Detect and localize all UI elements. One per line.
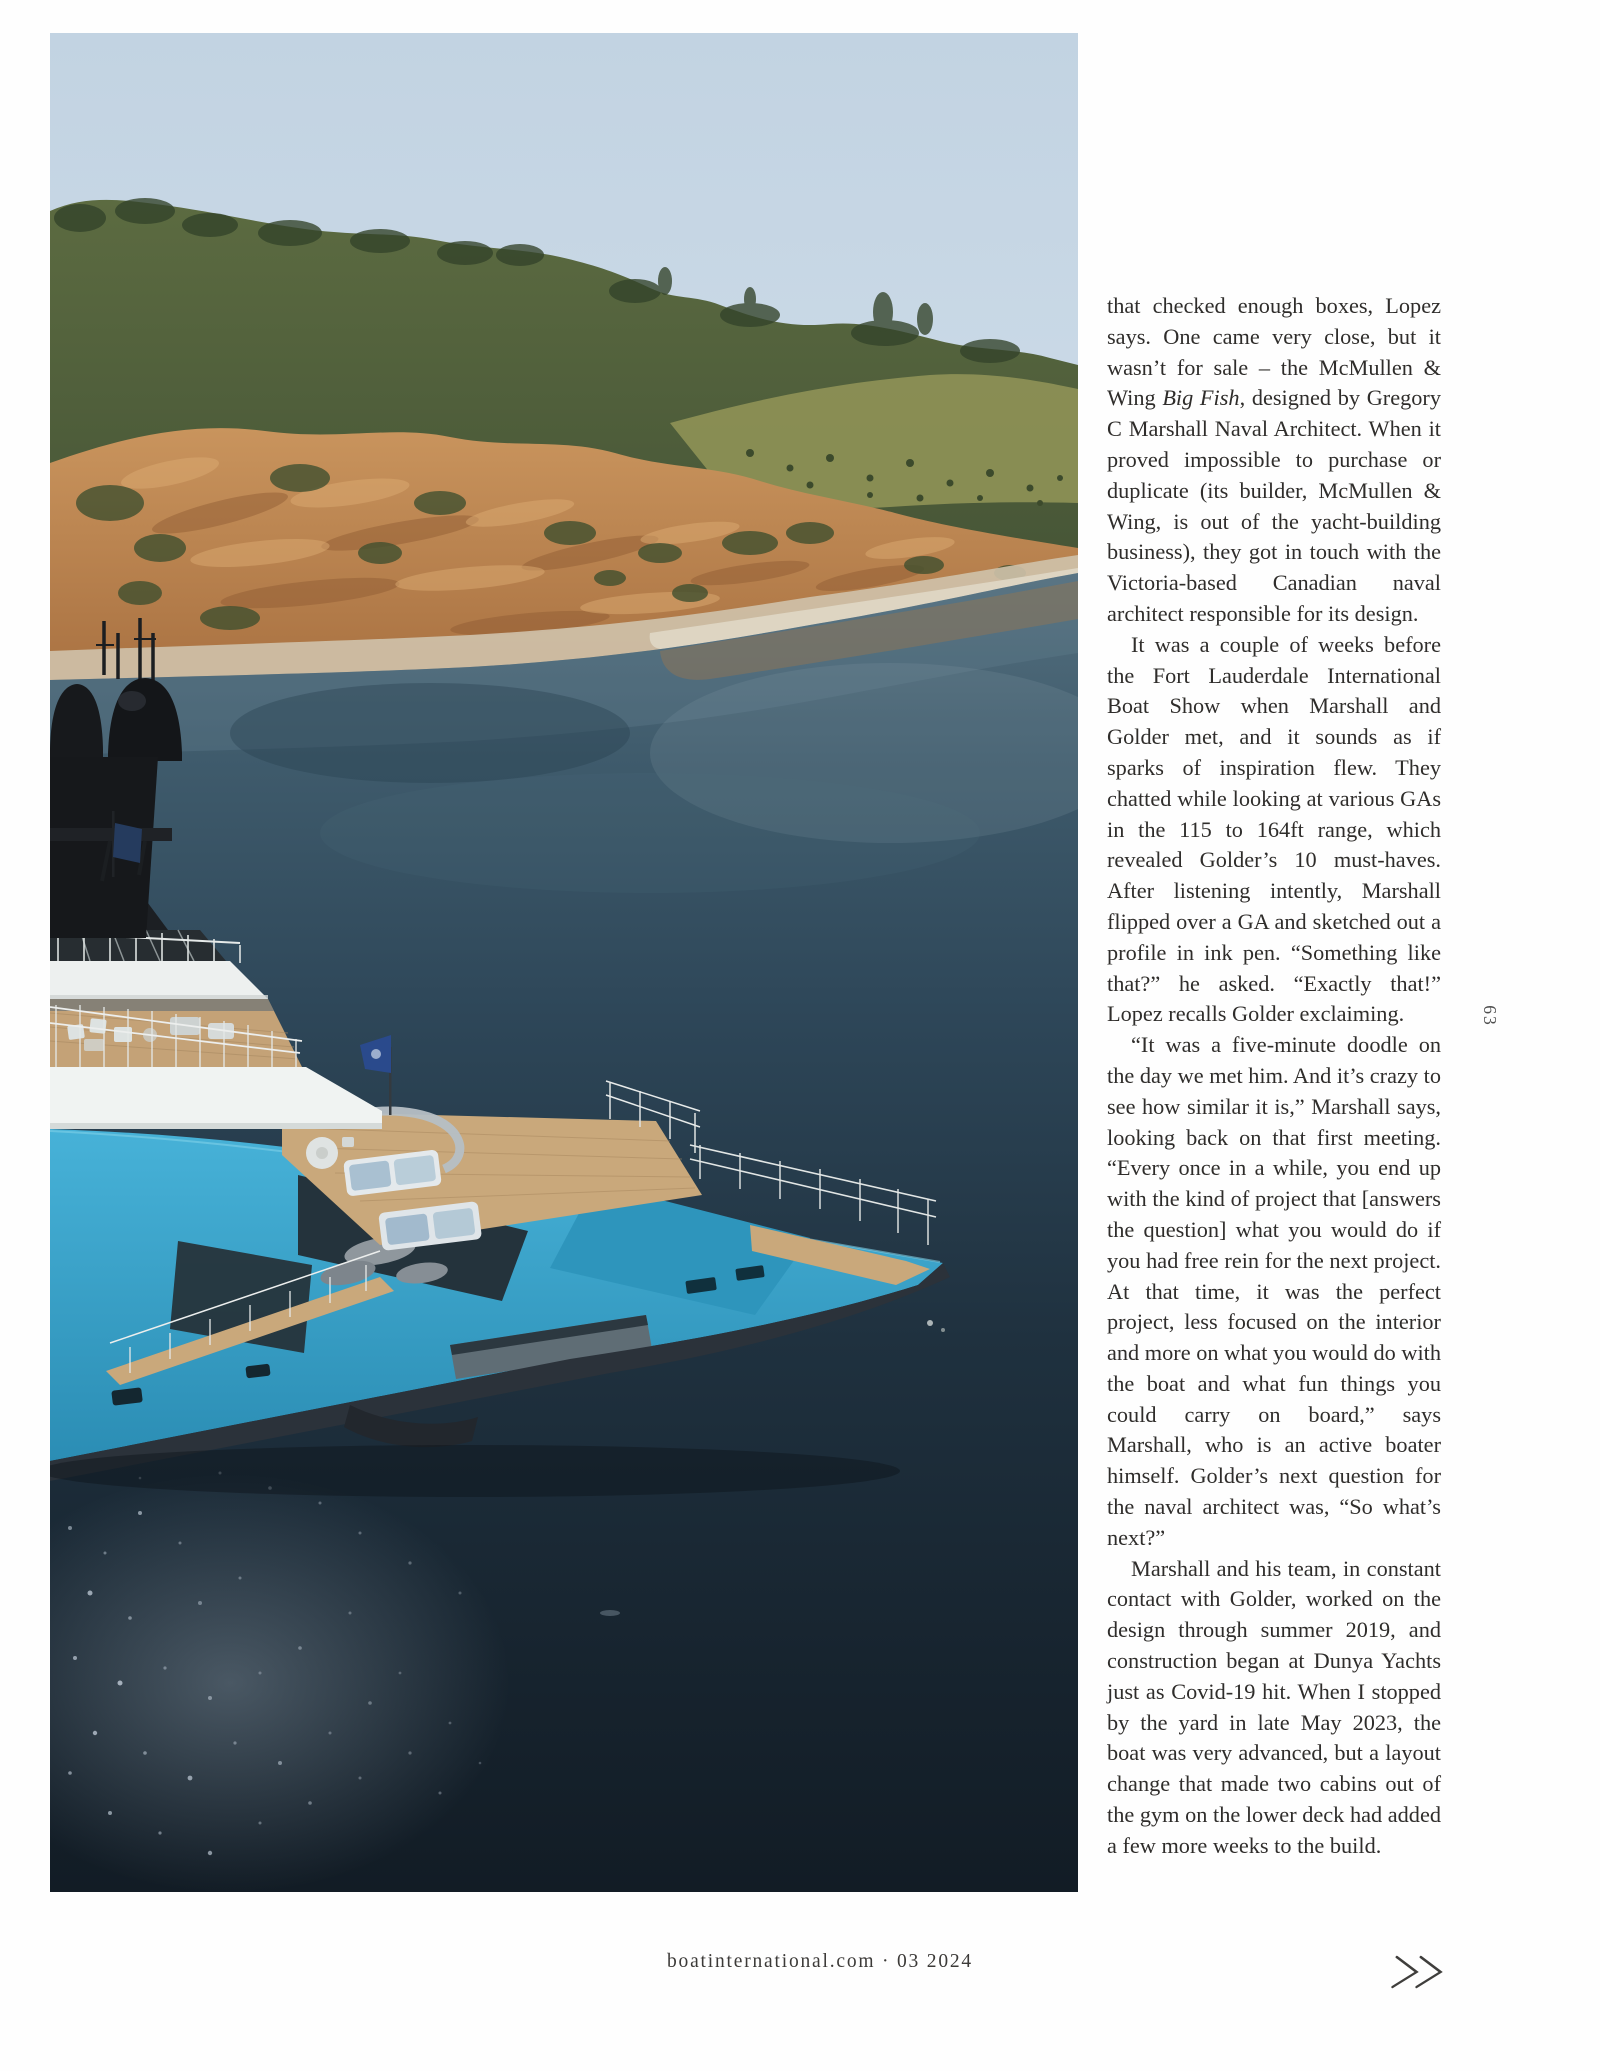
article-paragraph: It was a couple of weeks before the Fort Lauderdale International Boat Show when Marshall and Golder met, and it sounds as if sparks of inspiration flew. They chatted while looking at various GAs in the 115 to 164ft range, which revealed Golder’s 10 must-haves. After listening intently, Marshall flipped over a GA and sketched out a profile in ink pen. “Something like that?” he asked. “Exactly that!” Lopez recalls Golder exclaiming. [1107, 631, 1441, 1027]
article-paragraph: Marshall and his team, in constant contact with Golder, worked on the design through summer 2019, and construction began at Dunya Yachts just as Covid-19 hit. When I stopped by the yard in late May 2023, the boat was very advanced, but a layout change that made two cabins out of the gym on the lower deck had added a few more weeks to the build. [1107, 1555, 1441, 1858]
page-number: 63 [1480, 1005, 1501, 1027]
yacht-photo-illustration [50, 33, 1078, 1892]
article-paragraph: that checked enough boxes, Lopez says. One came very close, but it wasn’t for sale – the McMullen & Wing Big Fish, designed by Gregory C Marshall Naval Architect. When it proved impossible to purchase or duplicate (its builder, McMullen & Wing, is out of the yacht-building business), they got in touch with the Victoria-based Canadian naval architect responsible for its design. [1107, 293, 1441, 626]
footer-url: boatinternational.com · 03 2024 [667, 1951, 973, 1972]
article-paragraph: “It was a five-minute doodle on the day we met him. And it’s crazy to see how similar it is,” Marshall says, looking back on that first meeting. “Every once in a while, you end up with the kind of project that [answers the question] what you would do if you had free rein for the next project. At that time, it was the perfect project, less focused on the interior and more on what you would do with the boat and what fun things you could carry on board,” says Marshall, who is an active boater himself. Golder’s next question for the naval architect was, “So what’s next?” [1107, 1032, 1441, 1550]
yacht-photo [50, 33, 1078, 1892]
continuation-arrows-icon [1386, 1948, 1448, 1996]
article-text-column [1107, 291, 1441, 1862]
